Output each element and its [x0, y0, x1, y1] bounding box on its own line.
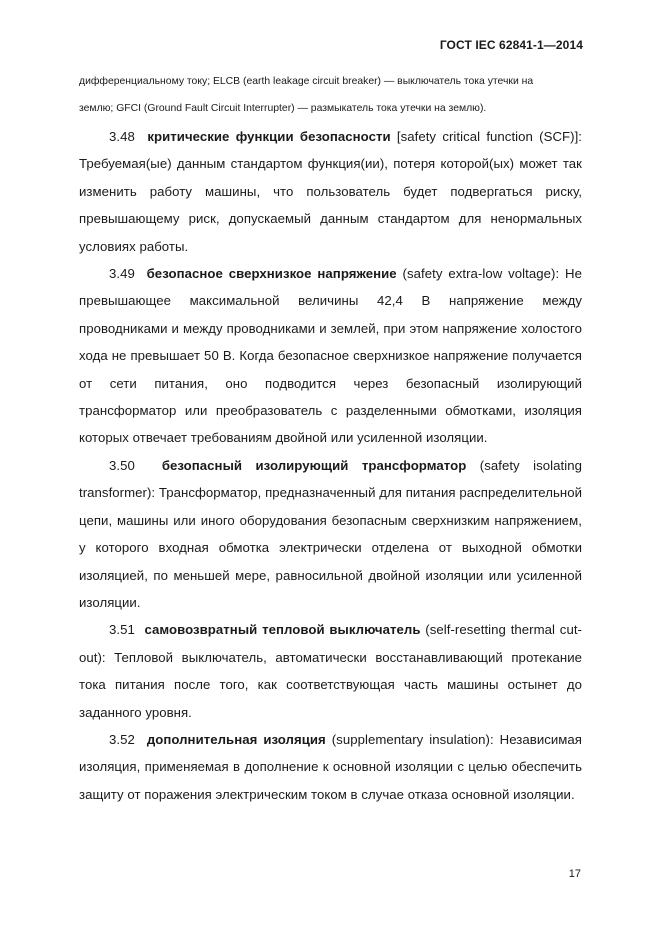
term-3-51: [79, 616, 582, 726]
term-number: 3.49: [109, 266, 135, 282]
term-definition: (safety isolating transformer): Трансформатор, предназначенный для питания распределительной цепи, машины или иного оборудования безопасным сверхнизким напряжением, у которого входная обмотка электрически отделена от выходной обмотки изоляцией, по меньшей мере, равносильной двойной изоляции или усиленной изоляции.: [79, 457, 583, 610]
term-name: критические функции безопасности: [147, 129, 391, 144]
continuation-line-1: дифференциальному току; ELCB (earth leakage circuit breaker) — выключатель тока утечки на: [79, 76, 534, 87]
term-definition: (self-resetting thermal cut-out): Тепловой выключатель, автоматически восстанавливающий протекание тока питания после того, как соответствующая часть машины остынет до заданного уровня.: [79, 622, 582, 720]
term-3-48: [79, 123, 582, 260]
term-3-49: [79, 260, 582, 452]
term-number: 3.52: [109, 731, 135, 747]
continuation-line-2: землю; GFCI (Ground Fault Circuit Interrupter) — размыкатель тока утечки на землю).: [79, 103, 487, 114]
term-definition: (safety extra-low voltage): Не превышающее максимальной величины 42,4 В напряжение между проводниками и между проводниками и землей, при этом напряжение холостого хода не превышает 50 В. Когда безопасное сверхнизкое напряжение получается от сети питания, оно подводится через безопасный изолирующий трансформатор или преобразователь с разделенными обмотками, изоляция которых отвечает требованиям двойной или усиленной изоляции.: [79, 266, 582, 446]
term-number: 3.48: [109, 129, 135, 144]
term-3-52: [79, 726, 582, 808]
term-definition: (supplementary insulation): Независимая изоляция, применяемая в дополнение к основной изоляции с целью обеспечить защиту от поражения электрическим током в случае отказа основной изоляции.: [79, 731, 582, 802]
term-name: самовозвратный тепловой выключатель: [144, 622, 421, 638]
term-definition: [safety critical function (SCF)]: Требуемая(ые) данным стандартом функция(ии), потеря которой(ых) может так изменить работу машины, что пользователь будет подвергаться риску, превышающему риск, допускаемый данным стандартом для ненормальных условиях работы.: [79, 129, 582, 254]
term-name: безопасное сверхнизкое напряжение: [146, 266, 397, 282]
term-name: дополнительная изоляция: [146, 731, 326, 747]
term-3-50: [79, 452, 582, 616]
page-number: 17: [568, 868, 581, 880]
term-number: 3.51: [109, 622, 135, 638]
document-header: ГОСТ IEC 62841-1—2014: [439, 38, 583, 52]
term-name: безопасный изолирующий трансформатор: [161, 457, 467, 473]
term-number: 3.50: [109, 457, 135, 473]
page-body: [79, 68, 582, 808]
